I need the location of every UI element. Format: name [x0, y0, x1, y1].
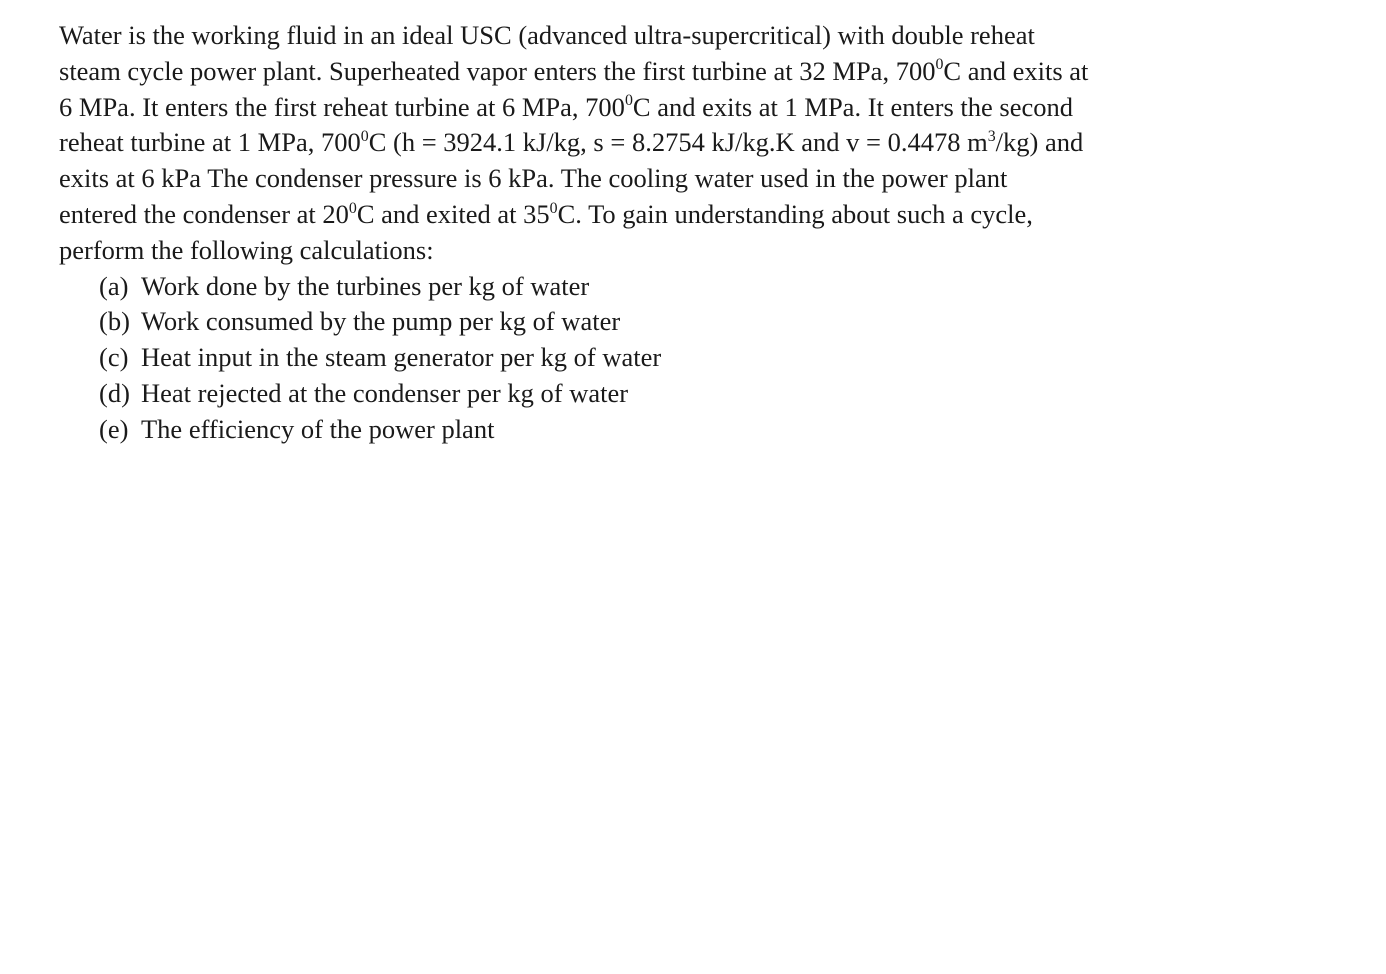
- cubed-superscript: 3: [987, 128, 996, 146]
- question-item: [59, 269, 1119, 305]
- question-text: Work done by the turbines per kg of water: [141, 270, 590, 301]
- degree-superscript: 0: [360, 128, 369, 146]
- question-marker: (b): [99, 306, 130, 337]
- degree-superscript: 0: [549, 199, 558, 217]
- question-item: [59, 376, 1119, 412]
- degree-superscript: 0: [935, 56, 944, 74]
- paragraph-line: steam cycle power plant. Superheated vapor enters the first turbine at 32 MPa, $700^0C$ and exits at: [59, 55, 1089, 86]
- question-text: The efficiency of the power plant: [141, 413, 495, 444]
- question-item: [59, 340, 1119, 376]
- question-marker: (c): [99, 342, 129, 373]
- problem-statement: [59, 18, 1119, 448]
- question-marker: (a): [99, 270, 129, 301]
- paragraph-line: 6 MPa. It enters the first reheat turbine at 6 MPa, $700^0C$ and exits at 1 MPa. It enters the second: [59, 91, 1073, 122]
- paragraph-line: Water is the working fluid in an ideal USC (advanced ultra-supercritical) with double reheat: [59, 20, 1035, 50]
- question-item: [59, 412, 1119, 448]
- paragraph-line: reheat turbine at 1 MPa, $700^0C$ (h = 3924.1 kJ/kg, s = 8.2754 kJ/kg.K and v = 0.4478 $m^3/kg$) and: [59, 127, 1084, 158]
- question-list: [59, 269, 1119, 448]
- question-text: Work consumed by the pump per kg of water: [141, 306, 621, 337]
- paragraph-line: exits at 6 kPa The condenser pressure is 6 kPa. The cooling water used in the power plant: [59, 163, 1008, 194]
- degree-superscript: 0: [348, 199, 357, 217]
- paragraph-line: entered the condenser at $20^0C$ and exited at $35^0C$. To gain understanding about such a cycle,: [59, 198, 1033, 229]
- question-text: Heat input in the steam generator per kg of water: [141, 342, 662, 373]
- paragraph-line: perform the following calculations:: [59, 234, 434, 265]
- question-marker: (d): [99, 377, 130, 408]
- question-text: Heat rejected at the condenser per kg of water: [141, 377, 629, 408]
- question-marker: (e): [99, 413, 129, 444]
- question-item: [59, 304, 1119, 340]
- degree-superscript: 0: [624, 92, 633, 110]
